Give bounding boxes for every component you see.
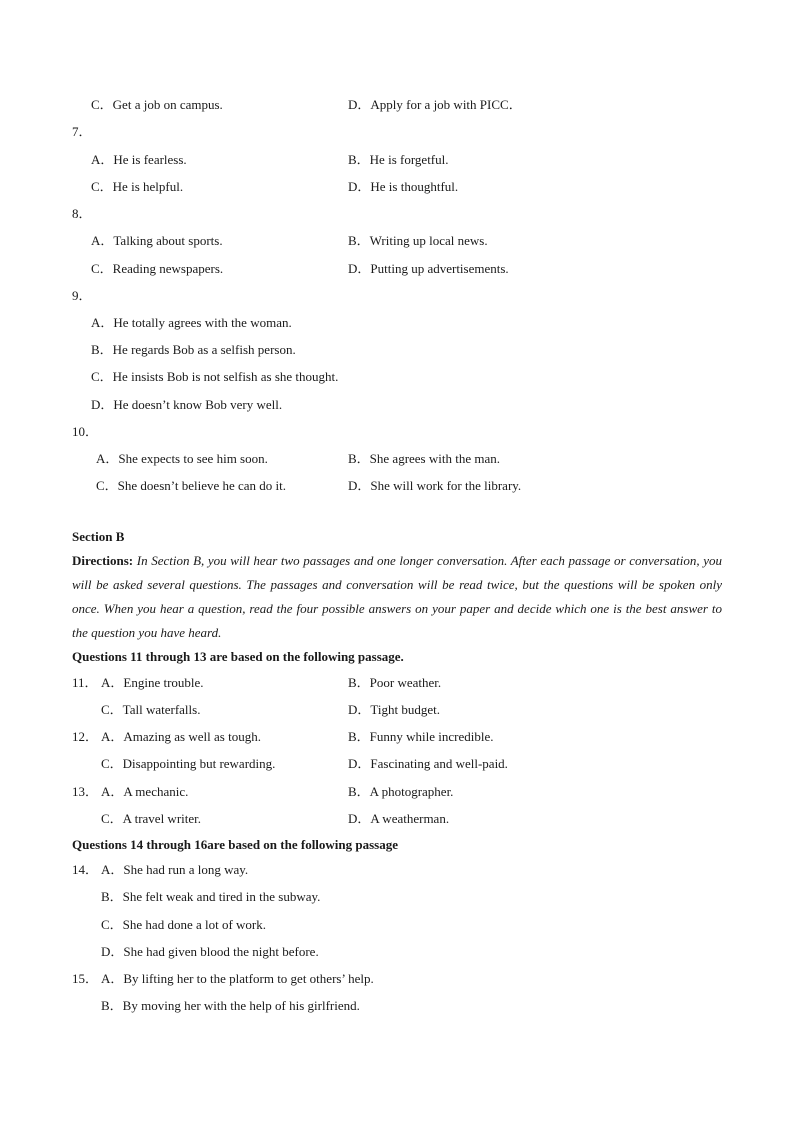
q6-option-d: D．Apply for a job with PICC． — [348, 97, 522, 112]
question-group-heading-1: Questions 11 through 13 are based on the following passage. — [72, 649, 404, 664]
q12-number: 12． — [72, 729, 99, 744]
q11-option-c: C．Tall waterfalls. — [101, 702, 201, 717]
q15-option-b: B．By moving her with the help of his girlfriend. — [101, 998, 360, 1013]
q14-option-a: A．She had run a long way. — [101, 862, 249, 877]
q8-option-b: B．Writing up local news. — [348, 233, 488, 248]
q9-option-a: A．He totally agrees with the woman. — [91, 315, 292, 330]
q8-option-d: D．Putting up advertisements. — [348, 261, 509, 276]
q9-option-b: B．He regards Bob as a selfish person. — [91, 342, 296, 357]
question-group-heading-2: Questions 14 through 16are based on the following passage — [72, 837, 399, 852]
directions-label: Directions: — [72, 553, 134, 568]
q14-option-d: D．She had given blood the night before. — [101, 944, 319, 959]
q11-number: 11． — [72, 675, 98, 690]
q10-number: 10． — [72, 424, 99, 439]
q12-option-a: A．Amazing as well as tough. — [101, 729, 261, 744]
section-b-title: Section B — [72, 529, 125, 544]
q7-number: 7． — [72, 124, 92, 139]
q8-number: 8． — [72, 206, 92, 221]
q12-option-d: D．Fascinating and well-paid. — [348, 756, 508, 771]
q11-option-b: B．Poor weather. — [348, 675, 442, 690]
q12-option-b: B．Funny while incredible. — [348, 729, 494, 744]
q10-option-a: A．She expects to see him soon. — [96, 451, 268, 466]
q7-option-c: C．He is helpful. — [91, 179, 184, 194]
q9-option-c: C．He insists Bob is not selfish as she thought. — [91, 369, 339, 384]
q12-option-c: C．Disappointing but rewarding. — [101, 756, 276, 771]
q13-option-c: C．A travel writer. — [101, 811, 202, 826]
q7-option-b: B．He is forgetful. — [348, 152, 449, 167]
q15-option-a: A．By lifting her to the platform to get others’ help. — [101, 971, 374, 986]
q14-option-c: C．She had done a lot of work. — [101, 917, 267, 932]
q9-number: 9． — [72, 288, 92, 303]
q10-option-b: B．She agrees with the man. — [348, 451, 500, 466]
q11-option-a: A．Engine trouble. — [101, 675, 204, 690]
q10-option-d: D．She will work for the library. — [348, 478, 522, 493]
q15-number: 15． — [72, 971, 99, 986]
q13-option-b: B．A photographer. — [348, 784, 454, 799]
q8-option-c: C．Reading newspapers. — [91, 261, 224, 276]
q13-option-a: A．A mechanic. — [101, 784, 189, 799]
q10-option-c: C．She doesn’t believe he can do it. — [96, 478, 287, 493]
directions-text: In Section B, you will hear two passages and one longer conversation. After each passage or conversation, you will be asked several questions. The passages and conversation will be read twice, but the questions will be spoken only once. When you hear a question, read the four possible answers on your paper and decide which one is the best answer to the question you have heard. — [72, 553, 722, 640]
directions-paragraph — [72, 549, 722, 645]
q7-option-a: A．He is fearless. — [91, 152, 187, 167]
q11-option-d: D．Tight budget. — [348, 702, 440, 717]
q9-option-d: D．He doesn’t know Bob very well. — [91, 397, 283, 412]
q13-option-d: D．A weatherman. — [348, 811, 450, 826]
q8-option-a: A．Talking about sports. — [91, 233, 223, 248]
q6-option-c: C．Get a job on campus. — [91, 97, 223, 112]
q13-number: 13． — [72, 784, 99, 799]
q14-number: 14． — [72, 862, 99, 877]
q7-option-d: D．He is thoughtful. — [348, 179, 459, 194]
q14-option-b: B．She felt weak and tired in the subway. — [101, 889, 321, 904]
